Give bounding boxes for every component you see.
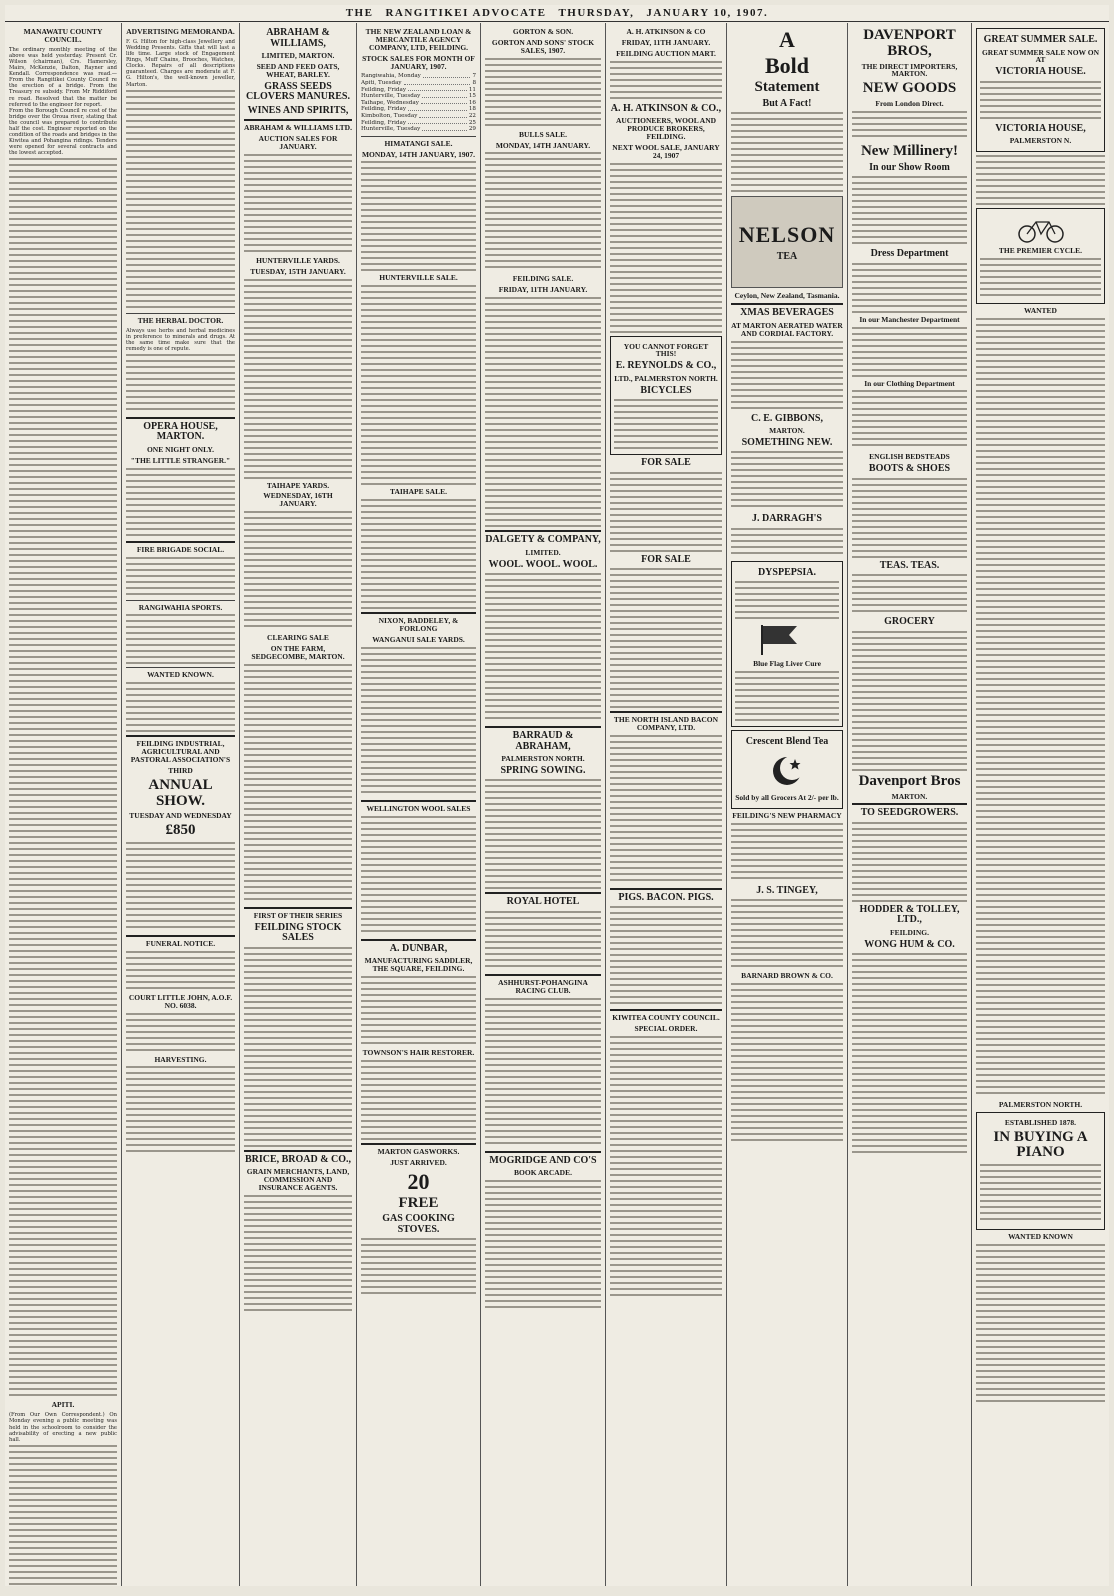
victoria-house-footer: VICTORIA HOUSE, [995, 122, 1086, 134]
divider [361, 1143, 476, 1145]
buying-piano-heading: IN BUYING A PIANO [993, 1128, 1088, 1161]
dunbar-sub: MANUFACTURING SADDLER, THE SQUARE, FEILDING. [364, 956, 473, 974]
council-paragraph-1: The ordinary monthly meeting of the above was held yesterday. Present Cr. Wilson (chairman), Crs. Hamersley, Mairs, McKenzie, Dalton, Rayner and Kendall. Correspondence was read.—From the Rangitikei County Council re the erection of a bridge. From the Treasury re subsidy. From Mr Riddiford re road. Resolved that the matter be referred to the engineer for report. [9, 46, 117, 108]
sale-row [361, 80, 476, 87]
nixon-baddeley-heading: NIXON, BADDELEY, & FORLONG [378, 616, 459, 634]
taihape-sale-heading: TAIHAPE SALE. [390, 487, 447, 497]
seed-feed-oats: SEED AND FEED OATS, WHEAT, BARLEY. [256, 61, 340, 79]
hunterville-date: TUESDAY, 15TH JANUARY. [250, 266, 346, 276]
sale-row [361, 120, 476, 127]
bedsteads-heading: ENGLISH BEDSTEADS [869, 452, 950, 462]
divider [126, 667, 235, 668]
reynolds-heading: E. REYNOLDS & CO., [615, 360, 717, 372]
divider [485, 974, 601, 976]
dalgety-sub: LIMITED. [525, 547, 561, 557]
auction-filler [244, 154, 352, 254]
wool-heading: WOOL. WOOL. WOOL. [488, 558, 598, 570]
stock-sales-filler [244, 947, 352, 1147]
hunterville-filler [244, 279, 352, 479]
sale-place: Feilding, Friday [361, 86, 406, 93]
gorton-filler [485, 58, 601, 128]
royal-hotel-filler [485, 911, 601, 971]
sale-row [361, 87, 476, 94]
divider [126, 417, 235, 419]
manchester-filler [852, 327, 967, 377]
column-6 [606, 23, 727, 1586]
blue-flag-icon [757, 623, 817, 657]
mogridge-filler [485, 1180, 601, 1310]
new-goods-filler [852, 111, 967, 141]
wanganui-sale-yards: WANGANUI SALE YARDS. [372, 634, 465, 644]
auction-heading: ABRAHAM & WILLIAMS LTD. [244, 123, 352, 133]
dyspepsia-heading: DYSPEPSIA. [757, 566, 817, 578]
divider [126, 735, 235, 737]
sale-place: Hunterville, Tuesday [361, 126, 421, 133]
fire-brigade-heading: FIRE BRIGADE SOCIAL. [136, 544, 225, 554]
himatangi-date: MONDAY, 14TH JANUARY, 1907. [361, 149, 476, 159]
dunbar-filler [361, 976, 476, 1046]
sale-day: 7 [472, 73, 476, 80]
gas-stoves-label: GAS COOKING STOVES. [382, 1213, 455, 1235]
bold-statement-statement: Statement [754, 79, 820, 96]
barnard-filler [731, 983, 843, 1143]
column-4 [357, 23, 481, 1586]
blue-flag-filler [735, 671, 839, 721]
pigs-filler [610, 906, 722, 1006]
piano-filler [980, 1164, 1101, 1224]
something-new-filler [731, 451, 843, 511]
first-series-heading: FIRST OF THEIR SERIES [253, 910, 343, 920]
gasworks-filler [361, 1238, 476, 1298]
feilding-sale-date: FRIDAY, 11TH JANUARY. [498, 285, 588, 295]
reynolds-filler [614, 399, 718, 449]
dress-filler [852, 263, 967, 313]
wool-sales-filler [361, 816, 476, 936]
free-label: FREE [398, 1194, 439, 1211]
sale-day: 15 [468, 93, 476, 100]
special-order: SPECIAL ORDER. [634, 1024, 698, 1034]
bacon-filler [610, 735, 722, 885]
atkinson-tag: A. H. ATKINSON & CO [626, 27, 706, 36]
column-9 [972, 23, 1109, 1586]
taihape-filler [244, 511, 352, 631]
feilding-sale-heading: FEILDING SALE. [512, 274, 574, 284]
next-wool-sale: NEXT WOOL SALE, JANUARY 24, 1907 [612, 142, 720, 160]
teas-heading: TEAS. TEAS. [879, 559, 940, 571]
gorton-heading: GORTON AND SONS' STOCK SALES, 1907. [491, 37, 595, 55]
clothing-filler [852, 390, 967, 450]
sale-place: Taihape, Wednesday [361, 99, 419, 106]
wanted-known-filler-2 [976, 1244, 1105, 1404]
barraud-sub: PALMERSTON NORTH. [501, 754, 585, 763]
dyspepsia-filler [735, 581, 839, 621]
funeral-filler [126, 951, 235, 991]
racing-filler [485, 998, 601, 1148]
sale-place: Feilding, Friday [361, 119, 406, 126]
masthead [5, 5, 1109, 22]
fire-brigade-filler [126, 557, 235, 597]
manawatu-council-heading: MANAWATU COUNTY COUNCIL. [23, 27, 103, 44]
tingey-filler [731, 899, 843, 969]
hunterville-sale-filler [361, 285, 476, 485]
clearing-filler [244, 664, 352, 904]
wong-hum-filler [852, 953, 967, 1153]
piano-ad [976, 1112, 1105, 1230]
sales-list [361, 73, 476, 132]
bold-statement-a: A [779, 27, 795, 52]
rangiwahia-sports-heading: RANGIWAHIA SPORTS. [138, 602, 223, 612]
clothing-department-heading: In our Clothing Department [864, 378, 955, 388]
herbal-doctor-text: Always use herbs and herbal medicines in preference to minerals and drugs. At the same time make sure that the remedy is one of repute. [126, 327, 235, 352]
herbal-filler [126, 354, 235, 414]
annual-show-heading: ANNUAL SHOW. [148, 776, 213, 809]
masthead-title: RANGITIKEI ADVOCATE [385, 7, 547, 19]
court-filler [126, 1013, 235, 1053]
divider [610, 888, 722, 890]
manchester-department-heading: In our Manchester Department [859, 314, 960, 324]
brice-filler [244, 1195, 352, 1315]
premier-cycle-ad [976, 208, 1105, 304]
stove-count: 20 [407, 1168, 430, 1194]
bicycles-heading: BICYCLES [640, 384, 692, 396]
xmas-beverages-heading: XMAS BEVERAGES [740, 307, 834, 319]
clearing-sale-sub: ON THE FARM, SEDGECOMBE, MARTON. [251, 644, 345, 661]
for-sale-heading-1: FOR SALE [641, 457, 691, 469]
auction-mart-heading: FEILDING AUCTION MART. [616, 48, 716, 58]
nz-loan-heading: THE NEW ZEALAND LOAN & MERCANTILE AGENCY COMPANY, LTD, FEILDING. [365, 27, 472, 52]
summer-sale-filler [980, 81, 1101, 121]
barraud-abraham-heading: BARRAUD & ABRAHAM, [512, 730, 574, 752]
gibbons-heading: C. E. GIBBONS, [751, 412, 823, 424]
feilding-sale-filler [485, 297, 601, 527]
marton-aerated-water: AT MARTON AERATED WATER AND CORDIAL FACTORY. [731, 320, 843, 338]
premier-filler [980, 258, 1101, 298]
apiti-paragraph: (From Our Own Correspondent.) On Monday evening a public meeting was held in the schoolroom to consider the advisability of erecting a new public hall. [9, 1412, 117, 1443]
divider [852, 803, 967, 805]
dyspepsia-ad [731, 561, 843, 727]
stock-sales-month: STOCK SALES FOR MONTH OF JANUARY, 1907. [362, 53, 475, 71]
sale-day: 25 [468, 119, 476, 126]
one-night-only: ONE NIGHT ONLY. [146, 444, 215, 454]
bicycle-icon [1016, 214, 1066, 244]
sale-day: 16 [468, 99, 476, 106]
beverages-filler [731, 341, 843, 411]
divider [485, 530, 601, 532]
blue-flag-liver-cure: Blue Flag Liver Cure [753, 659, 821, 669]
sale-day: 11 [468, 86, 476, 93]
just-arrived: JUST ARRIVED. [390, 1157, 447, 1167]
divider [610, 1009, 722, 1011]
hunterville-yards-heading: HUNTERVILLE YARDS. [256, 255, 340, 265]
column-3 [240, 23, 357, 1586]
herbal-doctor-heading: THE HERBAL DOCTOR. [137, 315, 224, 325]
davenport-heading: DAVENPORT BROS, [863, 27, 956, 59]
bacon-company-heading: THE NORTH ISLAND BACON COMPANY, LTD. [613, 715, 719, 732]
wines-spirits-heading: WINES AND SPIRITS, [247, 104, 349, 116]
sale-day: 8 [472, 79, 476, 86]
sale-place: Kimbolton, Tuesday [361, 112, 418, 119]
memoranda-filler [126, 90, 235, 310]
opera-filler [126, 468, 235, 538]
barnard-brown-heading: BARNARD BROWN & CO. [741, 971, 833, 981]
divider [244, 119, 352, 121]
sale-day: 18 [468, 106, 476, 113]
palmerston-north-heading: PALMERSTON NORTH. [998, 1099, 1083, 1109]
crescent-moon-icon [767, 751, 807, 791]
ceylon-line: Ceylon, New Zealand, Tasmania. [734, 291, 840, 301]
book-arcade: BOOK ARCADE. [514, 1168, 572, 1178]
nelson-wordmark: NELSON [738, 221, 836, 247]
darragh-filler [731, 528, 843, 558]
prize-money: £850 [165, 822, 196, 839]
court-little-john-heading: COURT LITTLE JOHN, A.O.F. NO. 6038. [128, 992, 233, 1010]
spring-sowing-heading: SPRING SOWING. [500, 764, 586, 776]
masthead-the: THE [345, 7, 374, 19]
hodder-sub: FEILDING. [890, 927, 929, 937]
wanted-known-heading-2: WANTED KNOWN [1008, 1232, 1073, 1242]
teas-filler [852, 574, 967, 614]
davenport-footer: Davenport Bros [858, 772, 961, 789]
palmerston-line: PALMERSTON N. [1009, 136, 1072, 146]
divider [361, 939, 476, 941]
show-filler [126, 842, 235, 932]
opera-house-heading: OPERA HOUSE, MARTON. [143, 420, 218, 443]
crescent-tea-ad [731, 730, 843, 808]
advertising-memoranda-heading: ADVERTISING MEMORANDA. [126, 27, 235, 36]
atkinson-date: FRIDAY, 11TH JANUARY. [621, 37, 711, 47]
auction-mart-filler [610, 61, 722, 101]
kiwitea-filler [610, 1036, 722, 1296]
brice-broad-heading: BRICE, BROAD & CO., [244, 1153, 352, 1165]
masthead-day: THURSDAY, [558, 7, 635, 19]
crescent-tea-heading: Crescent Blend Tea [745, 736, 829, 748]
sale-row [361, 113, 476, 120]
dress-department-heading: Dress Department [870, 248, 949, 260]
divider [485, 726, 601, 728]
grocery-filler [852, 631, 967, 771]
brice-broad-sub: GRAIN MERCHANTS, LAND, COMMISSION AND INSURANCE AGENTS. [246, 1167, 350, 1192]
divider [126, 541, 235, 543]
royal-hotel-heading: ROYAL HOTEL [506, 896, 580, 908]
column-5 [481, 23, 606, 1586]
for-sale-filler-2 [610, 568, 722, 708]
sale-place: Hunterville, Tuesday [361, 93, 421, 100]
hodder-tolley-heading: HODDER & TOLLEY, LTD., [859, 903, 960, 926]
atkinson-sub: AUCTIONEERS, WOOL AND PRODUCE BROKERS, FEILDING. [615, 116, 717, 141]
boots-shoes-heading: BOOTS & SHOES [868, 463, 951, 475]
himatangi-filler [361, 161, 476, 271]
great-summer-sale-heading: GREAT SUMMER SALE. [983, 34, 1098, 45]
column-1 [5, 23, 122, 1586]
something-new-heading: SOMETHING NEW. [741, 436, 833, 448]
harvesting-filler [126, 1066, 235, 1156]
masthead-date: JANUARY 10, 1907. [646, 7, 769, 19]
divider [361, 136, 476, 137]
nixon-filler [361, 647, 476, 797]
darragh-heading: J. DARRAGH'S [751, 513, 822, 525]
funeral-notice-heading: FUNERAL NOTICE. [145, 938, 216, 948]
sale-day: 22 [468, 112, 476, 119]
townson-filler [361, 1060, 476, 1140]
wong-hum-heading: WONG HUM & CO. [864, 938, 955, 950]
townson-heading: TOWNSON'S HAIR RESTORER. [362, 1047, 475, 1057]
pharmacy-filler [731, 823, 843, 883]
sale-day: 29 [468, 126, 476, 133]
column-7 [727, 23, 848, 1586]
grass-seeds-heading: GRASS SEEDS CLOVERS MANURES. [246, 80, 350, 103]
columns [5, 23, 1109, 1586]
divider [126, 313, 235, 314]
show-days: TUESDAY AND WEDNESDAY [129, 811, 232, 821]
wellington-wool-heading: WELLINGTON WOOL SALES [366, 803, 471, 813]
harvesting-heading: HARVESTING. [154, 1054, 207, 1064]
ashhurst-racing-heading: ASHHURST-POHANGINA RACING CLUB. [498, 977, 588, 995]
grocery-heading: GROCERY [884, 616, 935, 628]
established-line: ESTABLISHED 1878. [1004, 1117, 1077, 1127]
sale-place: Rangiwahia, Monday [361, 73, 421, 80]
statement-filler [731, 112, 843, 192]
pigs-bacon-heading: PIGS. BACON. PIGS. [618, 891, 714, 903]
summer-sale-ad [976, 28, 1105, 152]
sale-row [361, 100, 476, 107]
divider [485, 892, 601, 894]
clearing-sale-heading: CLEARING SALE [267, 633, 329, 643]
barraud-filler [485, 779, 601, 889]
himatangi-sale-heading: HIMATANGI SALE. [384, 138, 453, 148]
davenport-sub: THE DIRECT IMPORTERS, MARTON. [861, 61, 958, 79]
boots-filler [852, 478, 967, 558]
reynolds-sub: LTD., PALMERSTON NORTH. [614, 373, 718, 383]
atkinson-filler [610, 163, 722, 333]
new-pharmacy-heading: FEILDING'S NEW PHARMACY [732, 810, 842, 820]
but-a-fact: But A Fact! [762, 97, 812, 109]
taihape-date: WEDNESDAY, 16TH JANUARY. [263, 491, 333, 509]
dalgety-heading: DALGETY & COMPANY, [485, 534, 601, 546]
newspaper-page [5, 5, 1109, 1586]
abraham-williams-heading: ABRAHAM & WILLIAMS, [266, 27, 330, 49]
sale-row [361, 73, 476, 80]
for-sale-heading-2: FOR SALE [641, 553, 691, 565]
abraham-williams-sub: LIMITED, MARTON. [261, 51, 335, 60]
show-third: THIRD [168, 765, 193, 775]
divider [126, 935, 235, 937]
from-london: From London Direct. [875, 99, 944, 108]
nelson-tea: TEA [776, 250, 798, 262]
divider [485, 1151, 601, 1153]
mogridge-heading: MOGRIDGE AND CO'S [489, 1154, 597, 1166]
cannot-forget: YOU CANNOT FORGET THIS! [623, 341, 709, 359]
wanted-known-filler [126, 682, 235, 732]
bold-statement-bold: Bold [764, 53, 810, 79]
divider [610, 711, 722, 713]
wanted-known-heading: WANTED KNOWN. [147, 670, 214, 680]
wanted-heading: WANTED [1024, 306, 1057, 315]
victoria-house-heading: VICTORIA HOUSE. [995, 66, 1086, 78]
kiwitea-council-heading: KIWITEA COUNTY COUNCIL. [612, 1013, 720, 1023]
marton-gasworks-heading: MARTON GASWORKS. [377, 1146, 460, 1156]
divider [126, 600, 235, 601]
seedgrowers-heading: TO SEEDGROWERS. [860, 807, 959, 819]
gibbons-sub: MARTON. [769, 426, 805, 436]
hunterville-sale-heading: HUNTERVILLE SALE. [379, 273, 458, 283]
seedgrowers-filler [852, 822, 967, 902]
nelson-tea-logo [731, 196, 843, 288]
davenport-footer-sub: MARTON. [891, 791, 928, 801]
taihape-yards-heading: TAIHAPE YARDS. [266, 480, 330, 490]
premier-cycle-heading: THE PREMIER CYCLE. [998, 246, 1083, 256]
bulls-sale-heading: BULLS SALE. [519, 129, 567, 139]
auction-sub: AUCTION SALES FOR JANUARY. [258, 134, 338, 151]
apiti-body-filler [9, 1445, 117, 1586]
wanted-ads-filler [976, 318, 1105, 1098]
summer-sale-sub: GREAT SUMMER SALE NOW ON AT [981, 47, 1100, 65]
divider [731, 303, 843, 305]
divider [361, 612, 476, 614]
tingey-heading: J. S. TINGEY, [756, 884, 818, 896]
atkinson-heading: A. H. ATKINSON & CO., [610, 102, 722, 114]
sale-place: Feilding, Friday [361, 106, 406, 113]
divider [244, 1150, 352, 1152]
bulls-filler [485, 152, 601, 272]
sale-row [361, 106, 476, 113]
dalgety-filler [485, 573, 601, 723]
dunbar-heading: A. DUNBAR, [389, 942, 448, 954]
sale-place: Apiti, Tuesday [361, 79, 402, 86]
apiti-heading: APITI. [51, 1400, 75, 1410]
opal-filler [976, 155, 1105, 205]
taihape-sale-filler [361, 499, 476, 609]
crescent-price: Sold by all Grocers At 2/- per lb. [735, 792, 839, 802]
column-8 [848, 23, 972, 1586]
feilding-stock-sales-heading: FEILDING STOCK SALES [254, 921, 342, 944]
feilding-association-heading: FEILDING INDUSTRIAL, AGRICULTURAL AND PASTORAL ASSOCIATION'S [130, 739, 231, 764]
divider [244, 907, 352, 909]
column-2 [122, 23, 240, 1586]
article-body-filler [9, 158, 117, 1398]
council-paragraph-2: From the Borough Council re cost of the bridge over the Oroua river, stating that the council was prepared to contribute half the cost. Engineer reported on the condition of the roads and bridges in the Kiwitea and Pohangina ridings. Tenders were opened for several contracts and the lowest accepted. [9, 107, 117, 157]
rangiwahia-filler [126, 614, 235, 664]
for-sale-filler-1 [610, 472, 722, 552]
gorton-tag: GORTON & SON. [512, 27, 574, 36]
show-room-heading: In our Show Room [869, 161, 950, 173]
bulls-sale-date: MONDAY, 14TH JANUARY. [495, 140, 591, 150]
divider [361, 800, 476, 802]
hilton-jeweller-text: F. G. Hilton for high-class Jewellery and Wedding Presents. Gifts that will last a life time. Large stock of Engagement Rings, Muff Chains, Brooches, Watches, Clocks. Repairs of all descriptions guaranteed. Charges are moderate at F. G. Hilton's, the well-known jeweller, Marton. [126, 38, 235, 88]
sale-row [361, 126, 476, 133]
new-millinery-heading: New Millinery! [860, 142, 959, 159]
show-room-filler [852, 176, 967, 246]
sale-row [361, 93, 476, 100]
little-stranger-title: "THE LITTLE STRANGER." [130, 455, 231, 465]
reynolds-ad [610, 336, 722, 456]
new-goods-heading: NEW GOODS [862, 80, 957, 97]
